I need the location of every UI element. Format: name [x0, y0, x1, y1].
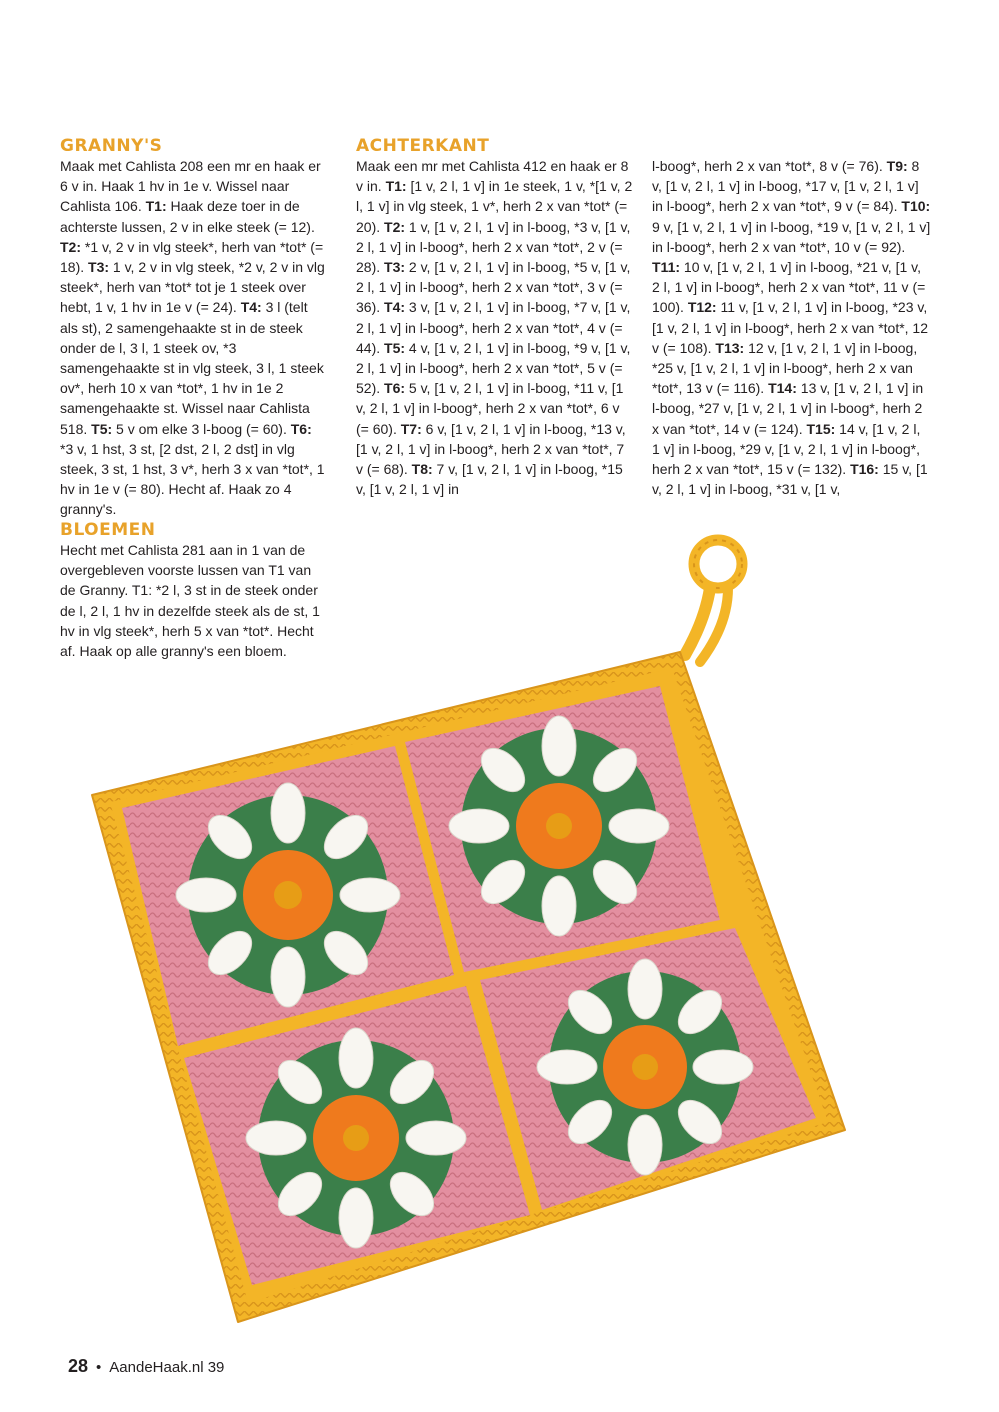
- instruction-text: 11 v, [1 v, 2 l, 1 v] in l-boog, *23 v, [1 v, 2 l, 1 v] in l-boog*, herh 2 x van *tot*, 12 v (= 108).: [652, 299, 929, 356]
- page-footer: [68, 1356, 224, 1378]
- instruction-text: 10 v, [1 v, 2 l, 1 v] in l-boog, *21 v, [1 v, 2 l, 1 v] in l-boog*, herh 2 x van *tot*, 11 v (= 100).: [652, 259, 926, 316]
- grannys-section: [60, 136, 328, 520]
- instruction-text: 6 v, [1 v, 2 l, 1 v] in l-boog, *13 v, [1 v, 2 l, 1 v] in l-boog*, herh 2 x van *tot*, 7 v (= 68).: [356, 420, 626, 478]
- round-label: T7:: [400, 420, 422, 437]
- grannys-instructions: [60, 156, 328, 520]
- instruction-text: 5 v om elke 3 l-boog (= 60).: [112, 420, 291, 437]
- round-label: T10:: [901, 198, 931, 215]
- instruction-text: l-boog*, herh 2 x van *tot*, 8 v (= 76).: [652, 158, 887, 174]
- instruction-text: 15 v, [1 v, 2 l, 1 v] in l-boog, *31 v, [1 v,: [652, 461, 928, 498]
- round-label: T2:: [60, 238, 81, 255]
- round-label: T16:: [850, 461, 879, 478]
- instruction-text: 8 v, [1 v, 2 l, 1 v] in l-boog, *17 v, [1 v, 2 l, 1 v] in l-boog*, herh 2 x van *tot*, 9 v (= 84).: [652, 158, 920, 215]
- round-label: T1:: [145, 198, 167, 215]
- instruction-text: 14 v, [1 v, 2 l, 1 v] in l-boog, *29 v, [1 v, 2 l, 1 v] in l-boog*, herh 2 x van *tot*, 15 v (= 132).: [652, 420, 921, 478]
- round-label: T3:: [384, 259, 406, 276]
- instruction-text: 12 v, [1 v, 2 l, 1 v] in l-boog, *25 v, [1 v, 2 l, 1 v] in l-boog*, herh 2 x van *tot*, 13 v (= 116).: [652, 339, 918, 397]
- round-label: T9:: [886, 158, 908, 174]
- round-label: T6:: [290, 420, 312, 437]
- instruction-text: *3 v, 1 hst, 3 st, [2 dst, 2 l, 2 dst] in vlg steek, 3 st, 1 hst, 3 v*, herh 3 x van *tot*, 1 hv in 1e v (= 80). Hecht af. Haak zo 4 granny's.: [60, 440, 325, 518]
- instruction-text: 3 v, [1 v, 2 l, 1 v] in l-boog, *7 v, [1 v, 2 l, 1 v] in l-boog*, herh 2 x van *tot*, 4 v (= 44).: [356, 299, 631, 356]
- instruction-text: 2 v, [1 v, 2 l, 1 v] in l-boog, *5 v, [1 v, 2 l, 1 v] in l-boog*, herh 2 x van *tot*, 3 v (= 36).: [356, 259, 631, 316]
- hanging-loop: [685, 540, 742, 662]
- round-label: T13:: [715, 339, 745, 356]
- achterkant-continued: [652, 156, 932, 499]
- round-label: T4:: [384, 299, 406, 316]
- round-label: T6:: [384, 380, 406, 397]
- achterkant-section: [356, 136, 634, 499]
- instruction-text: 3 l (telt als st), 2 samengehaakte st in de steek onder de l, 3 l, 1 steek ov, *3 samengehaakte st in vlg steek, 3 l, 1 steek ov*, herh 10 x van *tot*, 1 hv in 1e 2 samengehaakte st. Wissel naar Cahlista 518.: [60, 299, 324, 437]
- instruction-text: Maak een mr met Cahlista 412 en haak er 8 v in.: [356, 158, 629, 195]
- achterkant-instructions-continued: [652, 156, 932, 499]
- round-label: T1:: [385, 178, 407, 195]
- potholder-photo: [60, 510, 960, 1380]
- instruction-text: 1 v, [1 v, 2 l, 1 v] in l-boog, *3 v, [1 v, 2 l, 1 v] in l-boog*, herh 2 x van *tot*, 2 v (= 28).: [356, 218, 631, 276]
- grannys-heading: GRANNY'S: [60, 136, 163, 156]
- achterkant-instructions: [356, 156, 634, 499]
- bloemen-heading: BLOEMEN: [60, 520, 156, 540]
- instruction-text: 9 v, [1 v, 2 l, 1 v] in l-boog, *19 v, [1 v, 2 l, 1 v] in l-boog*, herh 2 x van *tot*, 10 v (= 92).: [652, 218, 931, 255]
- instruction-text: *1 v, 2 v in vlg steek*, herh van *tot* (= 18).: [60, 238, 324, 276]
- instruction-text: Haak deze toer in de achterste lussen, 2 v in elke steek (= 12).: [60, 198, 315, 235]
- round-label: T12:: [687, 299, 717, 316]
- round-label: T2:: [384, 218, 406, 235]
- instruction-text: 1 v, 2 v in vlg steek, *2 v, 2 v in vlg steek*, herh van *tot* tot je 1 steek over hebt, 1 v, 1 hv in 1e v (= 24).: [60, 259, 325, 316]
- instruction-text: 4 v, [1 v, 2 l, 1 v] in l-boog, *9 v, [1 v, 2 l, 1 v] in l-boog*, herh 2 x van *tot*, 5 v (= 52).: [356, 339, 631, 397]
- instruction-text: Hecht met Cahlista 281 aan in 1 van de overgebleven voorste lussen van T1 van de Granny. T1: *2 l, 3 st in de steek onder de l, 2 l, 1 hv in dezelfde steek als de st, 1 hv in vlg steek*, herh 5 x van *tot*. Hecht af. Haak op alle granny's een bloem.: [60, 542, 320, 660]
- instruction-text: [1 v, 2 l, 1 v] in 1e steek, 1 v, *[1 v, 2 l, 1 v] in vlg steek, 1 v*, herh 2 x van *tot* (= 20).: [356, 178, 633, 235]
- instruction-text: 7 v, [1 v, 2 l, 1 v] in l-boog, *15 v, [1 v, 2 l, 1 v] in: [356, 461, 623, 498]
- instruction-text: Maak met Cahlista 208 een mr en haak er 6 v in. Haak 1 hv in 1e v. Wissel naar Cahlista 106.: [60, 158, 321, 215]
- round-label: T4:: [240, 299, 262, 316]
- magazine-name: AandeHaak.nl 39: [109, 1359, 225, 1376]
- instruction-text: 5 v, [1 v, 2 l, 1 v] in l-boog, *11 v, [1 v, 2 l, 1 v] in l-boog*, herh 2 x van *tot*, 6 v (= 60).: [356, 380, 624, 437]
- round-label: T5:: [91, 420, 113, 437]
- footer-bullet: •: [96, 1359, 102, 1376]
- instruction-text: 13 v, [1 v, 2 l, 1 v] in l-boog, *27 v, [1 v, 2 l, 1 v] in l-boog*, herh 2 x van *tot*, 14 v (= 124).: [652, 380, 924, 437]
- page-number: 28: [68, 1356, 89, 1376]
- round-label: T11:: [652, 259, 681, 276]
- achterkant-heading: ACHTERKANT: [356, 136, 490, 156]
- round-label: T8:: [411, 461, 433, 478]
- round-label: T3:: [88, 259, 110, 276]
- round-label: T14:: [768, 380, 797, 397]
- round-label: T15:: [806, 420, 836, 437]
- round-label: T5:: [384, 339, 406, 356]
